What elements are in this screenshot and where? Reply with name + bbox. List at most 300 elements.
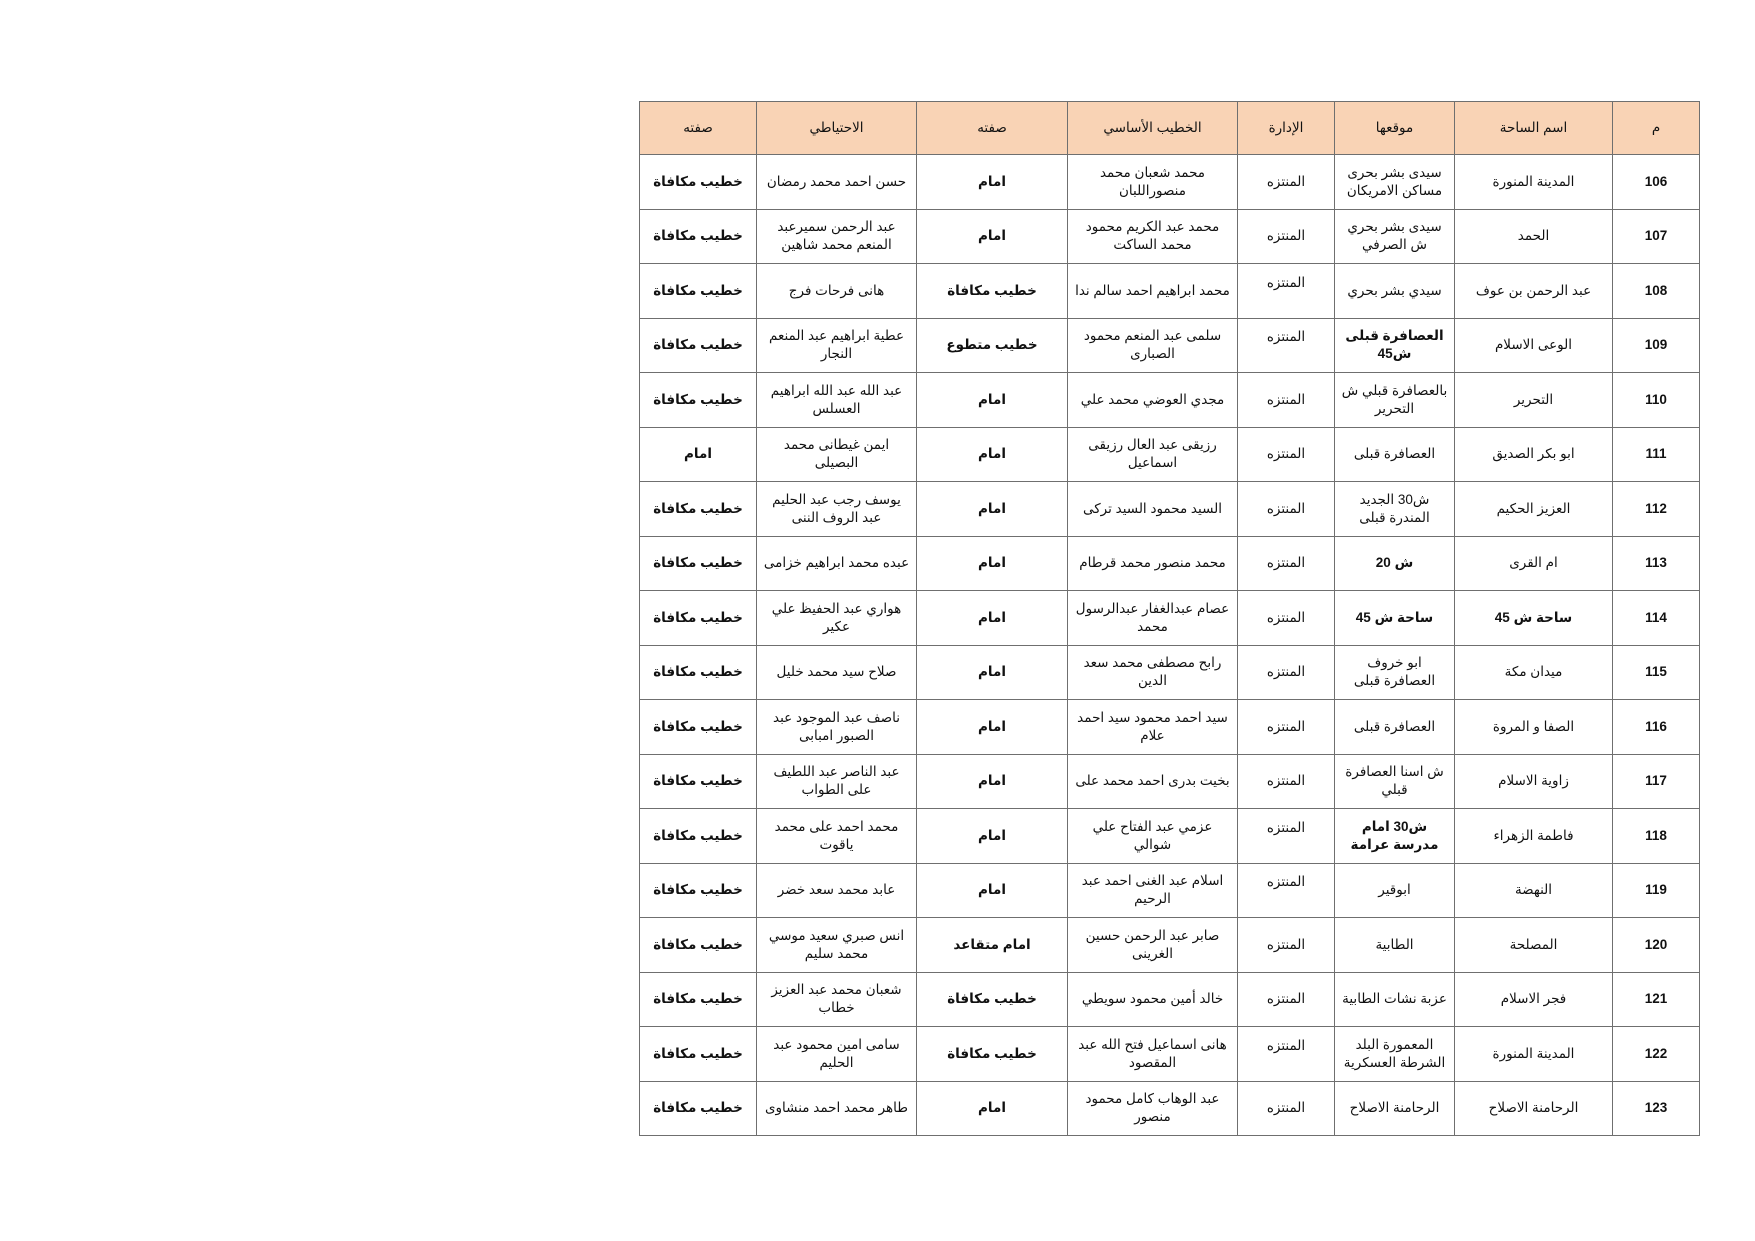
cell-location-text: ابو خروف العصافرة قبلى xyxy=(1353,655,1436,689)
table-body xyxy=(640,155,1700,1136)
cell-location-text: الطابية xyxy=(1375,936,1414,952)
cell-square-name xyxy=(1455,591,1613,646)
cell-reserve-text: شعبان محمد عبد العزيز خطاب xyxy=(771,982,902,1016)
cell-main-role xyxy=(917,1027,1068,1082)
cell-square-name-text: المدينة المنورة xyxy=(1492,1045,1575,1061)
cell-num xyxy=(1613,264,1700,319)
table-row xyxy=(640,645,1700,700)
cell-square-name-text: عبد الرحمن بن عوف xyxy=(1475,282,1592,298)
cell-num xyxy=(1613,645,1700,700)
cell-main-preacher-text: عبد الوهاب كامل محمود منصور xyxy=(1085,1091,1220,1125)
header-row xyxy=(640,102,1700,155)
cell-main-preacher xyxy=(1068,918,1238,973)
header-square-name: اسم الساحة xyxy=(1455,102,1613,155)
table-row xyxy=(640,863,1700,918)
cell-location xyxy=(1335,482,1455,537)
cell-square-name xyxy=(1455,809,1613,864)
cell-administration-text: المنتزه xyxy=(1266,391,1306,407)
cell-main-preacher xyxy=(1068,536,1238,591)
cell-main-role-text: امام xyxy=(978,555,1006,571)
cell-reserve-role-text: خطيب مكافاة xyxy=(653,936,743,952)
cell-location xyxy=(1335,754,1455,809)
cell-main-preacher xyxy=(1068,863,1238,918)
cell-square-name-text: المدينة المنورة xyxy=(1492,173,1575,189)
cell-reserve xyxy=(757,264,917,319)
cell-num xyxy=(1613,1027,1700,1082)
cell-square-name xyxy=(1455,700,1613,755)
cell-reserve-text: عبد الناصر عبد اللطيف على الطواب xyxy=(773,764,900,798)
cell-administration xyxy=(1238,809,1335,864)
cell-main-role xyxy=(917,972,1068,1027)
cell-square-name-text: الوعى الاسلام xyxy=(1494,337,1573,353)
cell-reserve-role xyxy=(640,373,757,428)
cell-main-preacher-text: رابح مصطفى محمد سعد الدين xyxy=(1083,655,1222,689)
cell-main-role xyxy=(917,863,1068,918)
cell-location xyxy=(1335,645,1455,700)
cell-reserve xyxy=(757,373,917,428)
cell-administration xyxy=(1238,536,1335,591)
cell-main-preacher xyxy=(1068,591,1238,646)
header-num: م xyxy=(1613,102,1700,155)
cell-main-preacher-text: عزمي عبد الفتاح علي شوالي xyxy=(1092,818,1213,852)
cell-num-text: 108 xyxy=(1644,282,1668,298)
cell-num-text: 123 xyxy=(1644,1100,1668,1116)
cell-square-name-text: التحرير xyxy=(1513,391,1554,407)
cell-reserve xyxy=(757,318,917,373)
cell-administration-text: المنتزه xyxy=(1266,1037,1306,1053)
cell-location xyxy=(1335,809,1455,864)
cell-main-role-text: امام متقاعد xyxy=(953,936,1031,952)
cell-administration xyxy=(1238,1081,1335,1136)
table-row xyxy=(640,809,1700,864)
cell-square-name xyxy=(1455,318,1613,373)
cell-num xyxy=(1613,591,1700,646)
cell-administration-text: المنتزه xyxy=(1266,274,1306,290)
cell-square-name xyxy=(1455,264,1613,319)
cell-administration-text: المنتزه xyxy=(1266,991,1306,1007)
cell-reserve-role-text: خطيب مكافاة xyxy=(653,609,743,625)
cell-reserve-role-text: خطيب مكافاة xyxy=(653,827,743,843)
header-administration: الإدارة xyxy=(1238,102,1335,155)
cell-main-role xyxy=(917,373,1068,428)
cell-main-role xyxy=(917,918,1068,973)
cell-main-preacher-text: بخيت بدرى احمد محمد على xyxy=(1075,773,1230,789)
cell-administration xyxy=(1238,427,1335,482)
cell-num-text: 119 xyxy=(1645,882,1667,898)
cell-main-role-text: امام xyxy=(978,446,1006,462)
table-row xyxy=(640,536,1700,591)
cell-num xyxy=(1613,700,1700,755)
cell-num xyxy=(1613,536,1700,591)
cell-administration xyxy=(1238,754,1335,809)
cell-square-name xyxy=(1455,918,1613,973)
cell-location-text: ش اسنا العصافرة قبلي xyxy=(1345,764,1444,798)
table-row xyxy=(640,700,1700,755)
cell-main-role xyxy=(917,427,1068,482)
cell-administration-text: المنتزه xyxy=(1266,819,1306,835)
cell-square-name xyxy=(1455,1027,1613,1082)
table-row xyxy=(640,1027,1700,1082)
cell-main-preacher xyxy=(1068,809,1238,864)
cell-reserve-text: سامى امين محمود عبد الحليم xyxy=(773,1036,900,1070)
cell-location-text: عزبة نشات الطابية xyxy=(1342,991,1447,1007)
table-row xyxy=(640,155,1700,210)
cell-main-role xyxy=(917,482,1068,537)
cell-reserve-role-text: خطيب مكافاة xyxy=(653,337,743,353)
cell-administration-text: المنتزه xyxy=(1266,329,1306,345)
cell-num-text: 113 xyxy=(1645,555,1667,571)
cell-num-text: 121 xyxy=(1644,991,1668,1007)
table-row xyxy=(640,754,1700,809)
cell-main-role xyxy=(917,1081,1068,1136)
cell-main-preacher xyxy=(1068,1027,1238,1082)
cell-square-name-text: النهضة xyxy=(1514,882,1553,898)
cell-administration-text: المنتزه xyxy=(1266,173,1306,189)
cell-num-text: 117 xyxy=(1645,773,1667,789)
cell-location-text: ش 20 xyxy=(1375,555,1414,571)
cell-administration-text: المنتزه xyxy=(1266,874,1306,890)
cell-administration xyxy=(1238,972,1335,1027)
cell-administration-text: المنتزه xyxy=(1266,555,1306,571)
table-row xyxy=(640,1081,1700,1136)
cell-administration xyxy=(1238,645,1335,700)
cell-reserve xyxy=(757,1027,917,1082)
cell-main-role xyxy=(917,264,1068,319)
cell-main-role-text: امام xyxy=(978,500,1006,516)
table-row xyxy=(640,482,1700,537)
cell-main-preacher xyxy=(1068,1081,1238,1136)
cell-square-name-text: ساحة ش 45 xyxy=(1494,609,1573,625)
cell-num-text: 110 xyxy=(1645,391,1667,407)
cell-reserve-text: ايمن غيطانى محمد البصيلى xyxy=(783,437,890,471)
cell-reserve xyxy=(757,863,917,918)
cell-reserve-role-text: خطيب مكافاة xyxy=(653,228,743,244)
cell-main-preacher xyxy=(1068,373,1238,428)
cell-square-name xyxy=(1455,209,1613,264)
cell-main-role-text: خطيب متطوع xyxy=(946,337,1038,353)
cell-main-role-text: امام xyxy=(978,718,1006,734)
cell-reserve xyxy=(757,427,917,482)
cell-reserve-text: عبد الله عبد الله ابراهيم العسلس xyxy=(770,382,903,416)
cell-reserve-role xyxy=(640,700,757,755)
cell-square-name-text: الرحامنة الاصلاح xyxy=(1488,1100,1579,1116)
cell-reserve-role-text: خطيب مكافاة xyxy=(653,555,743,571)
cell-reserve-role xyxy=(640,754,757,809)
cell-square-name-text: فاطمة الزهراء xyxy=(1493,827,1574,843)
cell-main-preacher xyxy=(1068,427,1238,482)
table-row xyxy=(640,264,1700,319)
cell-main-preacher-text: خالد أمين محمود سويطي xyxy=(1081,991,1224,1007)
cell-reserve-role xyxy=(640,264,757,319)
cell-reserve-text: انس صبري سعيد موسي محمد سليم xyxy=(768,927,905,961)
cell-main-preacher-text: هانى اسماعيل فتح الله عبد المقصود xyxy=(1078,1036,1227,1070)
cell-administration-text: المنتزه xyxy=(1266,609,1306,625)
cell-num-text: 122 xyxy=(1644,1045,1668,1061)
cell-num xyxy=(1613,809,1700,864)
cell-reserve xyxy=(757,536,917,591)
cell-location xyxy=(1335,591,1455,646)
cell-square-name xyxy=(1455,536,1613,591)
cell-square-name xyxy=(1455,645,1613,700)
table-row xyxy=(640,591,1700,646)
cell-reserve-text: ناصف عبد الموجود عبد الصبور امبابى xyxy=(773,709,900,743)
cell-administration xyxy=(1238,591,1335,646)
cell-reserve xyxy=(757,700,917,755)
cell-square-name xyxy=(1455,1081,1613,1136)
cell-main-role-text: امام xyxy=(978,1100,1006,1116)
header-reserve-role: صفته xyxy=(640,102,757,155)
cell-square-name-text: الحمد xyxy=(1517,228,1550,244)
cell-num-text: 111 xyxy=(1645,446,1667,462)
header-location: موقعها xyxy=(1335,102,1455,155)
cell-main-role xyxy=(917,536,1068,591)
cell-square-name xyxy=(1455,427,1613,482)
cell-administration-text: المنتزه xyxy=(1266,936,1306,952)
cell-reserve xyxy=(757,645,917,700)
cell-square-name xyxy=(1455,373,1613,428)
cell-location xyxy=(1335,427,1455,482)
cell-main-role-text: امام xyxy=(978,664,1006,680)
cell-reserve-text: محمد احمد على محمد ياقوت xyxy=(774,818,899,852)
cell-num xyxy=(1613,918,1700,973)
cell-reserve xyxy=(757,972,917,1027)
cell-administration-text: المنتزه xyxy=(1266,1100,1306,1116)
cell-num-text: 118 xyxy=(1645,827,1667,843)
cell-main-preacher xyxy=(1068,318,1238,373)
cell-reserve-role xyxy=(640,209,757,264)
cell-main-preacher-text: صابر عبد الرحمن حسين الغرينى xyxy=(1085,927,1220,961)
cell-location xyxy=(1335,918,1455,973)
cell-square-name xyxy=(1455,155,1613,210)
cell-reserve-text: هواري عبد الحفيظ علي عكير xyxy=(771,600,902,634)
cell-square-name xyxy=(1455,754,1613,809)
cell-reserve-role-text: خطيب مكافاة xyxy=(653,664,743,680)
cell-reserve-role-text: خطيب مكافاة xyxy=(653,282,743,298)
cell-reserve-role-text: خطيب مكافاة xyxy=(653,1045,743,1061)
cell-main-preacher-text: السيد محمود السيد تركى xyxy=(1082,500,1222,516)
table-row xyxy=(640,373,1700,428)
cell-reserve-role xyxy=(640,1081,757,1136)
cell-reserve-role xyxy=(640,591,757,646)
cell-administration-text: المنتزه xyxy=(1266,664,1306,680)
cell-reserve-role-text: خطيب مكافاة xyxy=(653,1100,743,1116)
cell-square-name-text: ميدان مكة xyxy=(1504,664,1563,680)
cell-main-role xyxy=(917,155,1068,210)
cell-num xyxy=(1613,318,1700,373)
cell-main-role-text: خطيب مكافاة xyxy=(947,282,1037,298)
cell-num-text: 114 xyxy=(1645,609,1667,625)
cell-main-preacher xyxy=(1068,482,1238,537)
cell-square-name-text: ام القرى xyxy=(1509,555,1558,571)
cell-main-role-text: امام xyxy=(978,609,1006,625)
cell-administration xyxy=(1238,700,1335,755)
cell-main-role-text: خطيب مكافاة xyxy=(947,1045,1037,1061)
cell-main-role-text: امام xyxy=(978,773,1006,789)
cell-reserve-role xyxy=(640,427,757,482)
cell-reserve-text: طاهر محمد احمد منشاوى xyxy=(764,1100,909,1116)
cell-reserve-role-text: خطيب مكافاة xyxy=(653,173,743,189)
cell-location-text: سيدى بشر بحرى مساكن الامريكان xyxy=(1346,164,1443,198)
cell-administration-text: المنتزه xyxy=(1266,500,1306,516)
cell-main-preacher xyxy=(1068,700,1238,755)
cell-num xyxy=(1613,209,1700,264)
cell-administration xyxy=(1238,318,1335,373)
cell-location xyxy=(1335,1027,1455,1082)
cell-num xyxy=(1613,1081,1700,1136)
cell-main-preacher-text: عصام عبدالغفار عبدالرسول محمد xyxy=(1075,600,1230,634)
cell-main-preacher-text: مجدي العوضي محمد علي xyxy=(1080,391,1225,407)
cell-location-text: المعمورة البلد الشرطة العسكرية xyxy=(1343,1036,1446,1070)
cell-reserve-role-text: خطيب مكافاة xyxy=(653,391,743,407)
cell-location xyxy=(1335,536,1455,591)
header-main-role: صفته xyxy=(917,102,1068,155)
cell-square-name-text: المصلحة xyxy=(1509,936,1558,952)
cell-reserve-role xyxy=(640,318,757,373)
cell-num-text: 115 xyxy=(1645,664,1667,680)
cell-reserve-role-text: خطيب مكافاة xyxy=(653,882,743,898)
cell-administration-text: المنتزه xyxy=(1266,718,1306,734)
cell-num xyxy=(1613,155,1700,210)
cell-reserve-role xyxy=(640,155,757,210)
cell-num xyxy=(1613,373,1700,428)
cell-main-preacher xyxy=(1068,972,1238,1027)
cell-reserve-role xyxy=(640,972,757,1027)
cell-num-text: 106 xyxy=(1644,173,1668,189)
cell-main-role xyxy=(917,645,1068,700)
header-main-preacher: الخطيب الأساسي xyxy=(1068,102,1238,155)
cell-administration xyxy=(1238,264,1335,319)
cell-location-text: ش30 امام مدرسة عرامة xyxy=(1350,818,1439,852)
cell-administration-text: المنتزه xyxy=(1266,773,1306,789)
cell-main-preacher xyxy=(1068,264,1238,319)
cell-main-preacher xyxy=(1068,209,1238,264)
table-row xyxy=(640,918,1700,973)
cell-reserve-role xyxy=(640,918,757,973)
cell-main-role xyxy=(917,591,1068,646)
cell-location-text: بالعصافرة قبلي ش التحرير xyxy=(1341,382,1448,416)
cell-reserve-text: عبده محمد ابراهيم خزامى xyxy=(763,555,910,571)
cell-main-role xyxy=(917,209,1068,264)
cell-location xyxy=(1335,209,1455,264)
table-row xyxy=(640,972,1700,1027)
cell-reserve xyxy=(757,809,917,864)
cell-location-text: ابوقير xyxy=(1378,882,1411,898)
cell-main-role-text: امام xyxy=(978,391,1006,407)
cell-main-preacher-text: محمد منصور محمد قرطام xyxy=(1079,555,1226,571)
preachers-table xyxy=(639,101,1700,1136)
cell-square-name xyxy=(1455,863,1613,918)
cell-administration xyxy=(1238,918,1335,973)
cell-main-role xyxy=(917,700,1068,755)
cell-reserve xyxy=(757,482,917,537)
cell-square-name xyxy=(1455,972,1613,1027)
cell-square-name-text: زاوية الاسلام xyxy=(1498,773,1569,789)
cell-num-text: 107 xyxy=(1644,228,1668,244)
cell-square-name-text: فجر الاسلام xyxy=(1500,991,1567,1007)
cell-reserve-text: عبد الرحمن سميرعبد المنعم محمد شاهين xyxy=(777,219,896,253)
header-reserve: الاحتياطي xyxy=(757,102,917,155)
cell-reserve-text: صلاح سيد محمد خليل xyxy=(776,664,897,680)
cell-reserve xyxy=(757,754,917,809)
cell-reserve-role xyxy=(640,645,757,700)
cell-administration xyxy=(1238,482,1335,537)
cell-reserve xyxy=(757,591,917,646)
cell-square-name xyxy=(1455,482,1613,537)
cell-main-preacher-text: اسلام عبد الغنى احمد عبد الرحيم xyxy=(1081,873,1224,907)
cell-reserve-role xyxy=(640,863,757,918)
cell-main-preacher xyxy=(1068,754,1238,809)
cell-main-role-text: امام xyxy=(978,228,1006,244)
cell-square-name-text: العزيز الحكيم xyxy=(1496,500,1571,516)
cell-reserve xyxy=(757,155,917,210)
cell-main-preacher-text: محمد عبد الكريم محمود محمد الساكت xyxy=(1085,219,1220,253)
cell-administration xyxy=(1238,373,1335,428)
cell-num xyxy=(1613,754,1700,809)
cell-location xyxy=(1335,318,1455,373)
table-row xyxy=(640,318,1700,373)
cell-reserve-role xyxy=(640,482,757,537)
cell-location xyxy=(1335,155,1455,210)
cell-location xyxy=(1335,373,1455,428)
cell-reserve-role xyxy=(640,536,757,591)
cell-administration xyxy=(1238,155,1335,210)
cell-square-name-text: ابو بكر الصديق xyxy=(1492,446,1575,462)
cell-location xyxy=(1335,972,1455,1027)
cell-reserve xyxy=(757,1081,917,1136)
cell-reserve-text: عابد محمد سعد خضر xyxy=(777,882,896,898)
cell-reserve-role xyxy=(640,809,757,864)
cell-num xyxy=(1613,972,1700,1027)
cell-main-preacher-text: سيد احمد محمود سيد احمد علام xyxy=(1077,709,1228,743)
cell-reserve-text: حسن احمد محمد رمضان xyxy=(766,173,907,189)
cell-administration xyxy=(1238,1027,1335,1082)
cell-administration xyxy=(1238,209,1335,264)
cell-reserve-role-text: خطيب مكافاة xyxy=(653,500,743,516)
cell-num-text: 116 xyxy=(1645,718,1667,734)
cell-location-text: سيدى بشر بحري ش الصرفي xyxy=(1347,219,1442,253)
cell-reserve-role-text: خطيب مكافاة xyxy=(653,773,743,789)
cell-location xyxy=(1335,1081,1455,1136)
cell-num xyxy=(1613,427,1700,482)
cell-main-role xyxy=(917,754,1068,809)
cell-num-text: 109 xyxy=(1644,337,1668,353)
cell-main-preacher xyxy=(1068,645,1238,700)
cell-reserve xyxy=(757,918,917,973)
cell-location-text: العصافرة قبلى ش45 xyxy=(1345,328,1444,362)
cell-location-text: الرحامنة الاصلاح xyxy=(1349,1100,1440,1116)
cell-num-text: 112 xyxy=(1645,500,1667,516)
cell-administration xyxy=(1238,863,1335,918)
cell-reserve xyxy=(757,209,917,264)
cell-location-text: العصافرة قبلى xyxy=(1353,446,1436,462)
cell-reserve-text: يوسف رجب عبد الحليم عبد الروف الننى xyxy=(772,491,901,525)
cell-administration-text: المنتزه xyxy=(1266,446,1306,462)
cell-main-preacher-text: محمد شعبان محمد منصوراللبان xyxy=(1099,164,1206,198)
cell-main-role-text: امام xyxy=(978,827,1006,843)
cell-location-text: ساحة ش 45 xyxy=(1355,609,1434,625)
cell-num-text: 120 xyxy=(1644,936,1668,952)
cell-num xyxy=(1613,482,1700,537)
cell-main-role xyxy=(917,809,1068,864)
table-row xyxy=(640,209,1700,264)
cell-reserve-role xyxy=(640,1027,757,1082)
cell-location-text: ش30 الجديد المندرة قبلى xyxy=(1359,491,1430,525)
cell-administration-text: المنتزه xyxy=(1266,228,1306,244)
cell-main-role-text: خطيب مكافاة xyxy=(947,991,1037,1007)
cell-num xyxy=(1613,863,1700,918)
cell-main-role-text: امام xyxy=(978,882,1006,898)
cell-reserve-role-text: امام xyxy=(684,446,712,462)
